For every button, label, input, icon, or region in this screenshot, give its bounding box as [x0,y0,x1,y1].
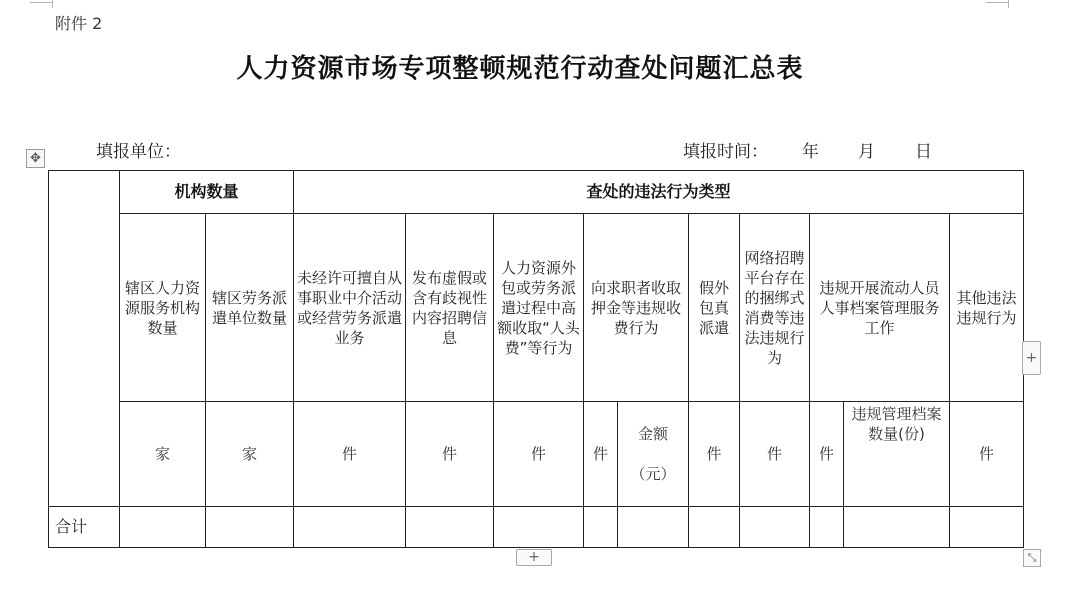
document-title: 人力资源市场专项整顿规范行动查处问题汇总表 [236,54,804,84]
blank-corner-cell [49,171,120,507]
reporting-unit-label: 填报单位： [96,142,181,162]
table-move-handle-icon[interactable]: ✥ [26,149,45,168]
col-online-platform-violations: 网络招聘平台存在的捆绑式消费等违法违规行为 [740,214,810,402]
header-institution-count: 机构数量 [120,171,294,214]
col-archive-management-violations: 违规开展流动人员人事档案管理服务工作 [810,214,950,402]
summary-table [48,170,1024,548]
total-cell-fake-outsourcing[interactable] [689,507,740,548]
col-hr-agency-count: 辖区人力资源服务机构数量 [120,214,206,402]
unit-case-fake-outsourcing: 件 [689,402,740,507]
total-cell-archive-cases[interactable] [810,507,844,548]
total-cell-unlicensed[interactable] [294,507,406,548]
col-false-discriminatory-ads: 发布虚假或含有歧视性内容招聘信息 [406,214,494,402]
total-cell-hr-agencies[interactable] [120,507,206,548]
total-cell-dispatch-units[interactable] [206,507,294,548]
table-row-total [49,507,1024,548]
total-cell-online-platform[interactable] [740,507,810,548]
add-row-button[interactable]: + [516,549,552,566]
attachment-label: 附件 2 [55,14,103,33]
col-dispatch-unit-count: 辖区劳务派遣单位数量 [206,214,294,402]
col-unlicensed-intermediary: 未经许可擅自从事职业中介活动或经营劳务派遣业务 [294,214,406,402]
unit-archive-count: 违规管理档案数量(份) [844,402,950,507]
unit-case-deposit: 件 [584,402,618,507]
unit-case-headcount-fee: 件 [494,402,584,507]
col-fake-outsourcing: 假外包真派遣 [689,214,740,402]
unit-home-hr-agencies: 家 [120,402,206,507]
unit-case-unlicensed: 件 [294,402,406,507]
total-cell-headcount-fee[interactable] [494,507,584,548]
header-violation-types: 查处的违法行为类型 [294,171,1024,214]
col-deposit-charges: 向求职者收取押金等违规收费行为 [584,214,689,402]
table-row-units [49,402,1024,507]
unit-case-other: 件 [950,402,1024,507]
table-row-column-headers [49,214,1024,402]
unit-case-false-ads: 件 [406,402,494,507]
total-cell-archive-count[interactable] [844,507,950,548]
page-corner-mark-right [986,2,1008,3]
page-corner-mark-left [30,2,52,3]
table-resize-handle-icon[interactable]: ⤡ [1023,549,1041,567]
page-corner-mark-left-vertical [52,0,53,8]
total-label: 合计 [49,507,120,548]
col-high-headcount-fees: 人力资源外包或劳务派遣过程中高额收取“人头费”等行为 [494,214,584,402]
page-corner-mark-right-vertical [1008,0,1009,8]
unit-home-dispatch-units: 家 [206,402,294,507]
add-column-button[interactable]: + [1022,341,1041,375]
unit-case-archives: 件 [810,402,844,507]
month-label: 月 [858,142,875,162]
unit-case-online-platform: 件 [740,402,810,507]
table-row-group-headers [49,171,1024,214]
total-cell-false-ads[interactable] [406,507,494,548]
unit-amount-yuan: 金额（元） [618,402,689,507]
reporting-time-label: 填报时间： [683,142,768,162]
total-cell-deposit-amount[interactable] [618,507,689,548]
day-label: 日 [915,142,932,162]
year-label: 年 [802,142,819,162]
total-cell-deposit-cases[interactable] [584,507,618,548]
total-cell-other[interactable] [950,507,1024,548]
col-other-violations: 其他违法违规行为 [950,214,1024,402]
